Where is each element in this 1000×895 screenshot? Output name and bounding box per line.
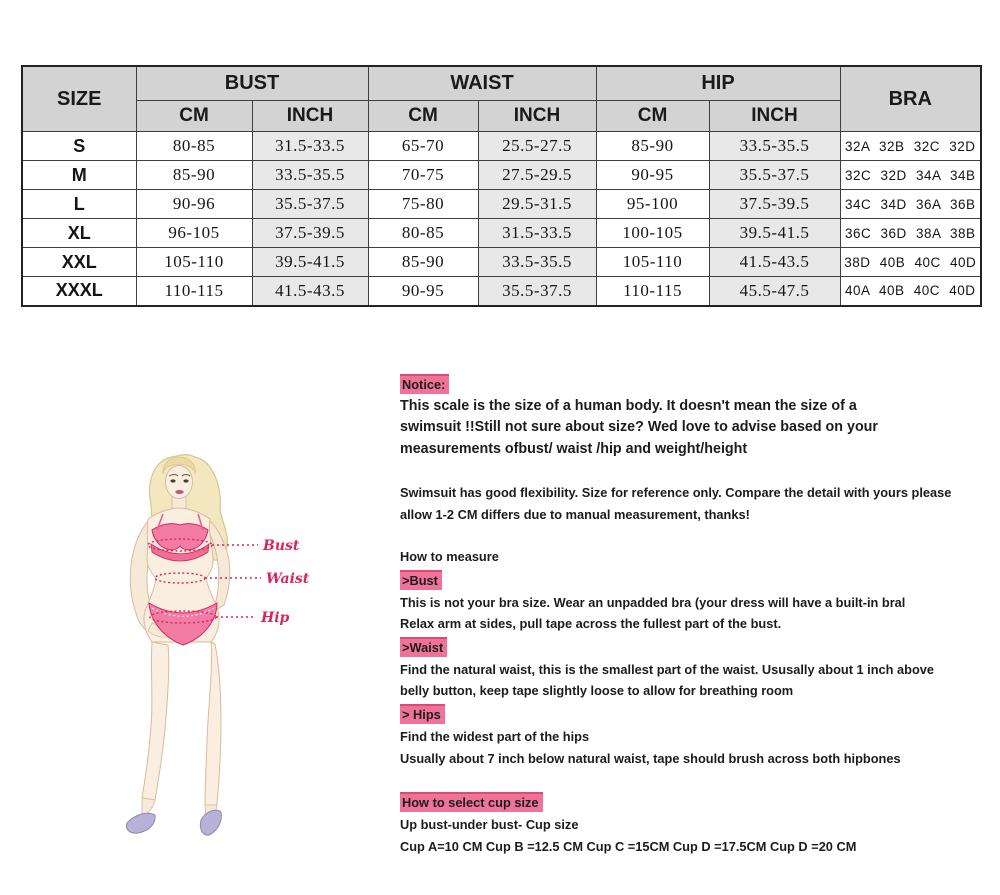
- bra-cell: 36C 36D 38A 38B: [840, 219, 981, 248]
- header-waist: WAIST: [368, 66, 596, 101]
- table-row: [22, 132, 981, 161]
- bra-cell: 38D 40B 40C 40D: [840, 248, 981, 277]
- waist-section-heading: >Waist: [400, 637, 447, 657]
- bust-cm-cell: 80-85: [136, 132, 252, 161]
- header-bust-cm: CM: [136, 101, 252, 132]
- waist-inch-cell: 35.5-37.5: [478, 277, 596, 306]
- header-bra: BRA: [840, 66, 981, 132]
- table-row: [22, 161, 981, 190]
- size-cell: S: [22, 132, 136, 161]
- waist-label: Waist: [266, 571, 310, 587]
- hip-inch-cell: 39.5-41.5: [709, 219, 840, 248]
- waist-inch-cell: 33.5-35.5: [478, 248, 596, 277]
- hip-cm-cell: 95-100: [596, 190, 709, 219]
- header-bust-inch: INCH: [252, 101, 368, 132]
- hip-inch-cell: 41.5-43.5: [709, 248, 840, 277]
- bra-cell: 32A 32B 32C 32D: [840, 132, 981, 161]
- header-waist-inch: INCH: [478, 101, 596, 132]
- waist-inch-cell: 29.5-31.5: [478, 190, 596, 219]
- header-size: SIZE: [22, 66, 136, 132]
- left-eye: [170, 479, 175, 482]
- hip-inch-cell: 45.5-47.5: [709, 277, 840, 306]
- header-row-units: [22, 101, 981, 132]
- bust-cm-cell: 85-90: [136, 161, 252, 190]
- waist-cm-cell: 90-95: [368, 277, 478, 306]
- size-cell: M: [22, 161, 136, 190]
- spacer: [400, 769, 992, 790]
- hip-label: Hip: [261, 610, 290, 626]
- right-leg-shape: [205, 642, 221, 805]
- lips: [175, 490, 183, 494]
- hip-inch-cell: 33.5-35.5: [709, 132, 840, 161]
- bust-label: Bust: [263, 538, 300, 554]
- hip-cm-cell: 110-115: [596, 277, 709, 306]
- waist-cm-cell: 75-80: [368, 190, 478, 219]
- header-row-groups: [22, 66, 981, 101]
- hip-cm-cell: 85-90: [596, 132, 709, 161]
- spacer: [400, 525, 992, 546]
- hip-inch-cell: 37.5-39.5: [709, 190, 840, 219]
- bust-inch-cell: 31.5-33.5: [252, 132, 368, 161]
- size-cell: XXXL: [22, 277, 136, 306]
- waist-cm-cell: 65-70: [368, 132, 478, 161]
- bust-cm-cell: 96-105: [136, 219, 252, 248]
- hips-section-heading: > Hips: [400, 704, 445, 724]
- hips-instruction-line: Find the widest part of the hips: [400, 728, 590, 744]
- hips-instruction-line: Usually about 7 inch below natural waist, tape should brush across both hipbones: [400, 750, 901, 766]
- header-bust: BUST: [136, 66, 368, 101]
- bust-cm-cell: 105-110: [136, 248, 252, 277]
- notes-column: [400, 372, 992, 857]
- measurement-figure: [100, 445, 340, 860]
- bust-section-heading: >Bust: [400, 570, 442, 590]
- flexibility-line: allow 1-2 CM differs due to manual measurement, thanks!: [400, 506, 750, 522]
- flexibility-line: Swimsuit has good flexibility. Size for reference only. Compare the detail with yours please: [400, 484, 952, 500]
- bust-inch-cell: 41.5-43.5: [252, 277, 368, 306]
- table-row: [22, 190, 981, 219]
- size-cell: XXL: [22, 248, 136, 277]
- hip-cm-cell: 100-105: [596, 219, 709, 248]
- left-leg-shape: [142, 642, 169, 800]
- header-hip: HIP: [596, 66, 840, 101]
- header-hip-cm: CM: [596, 101, 709, 132]
- spacer: [400, 461, 992, 482]
- bust-cm-cell: 110-115: [136, 277, 252, 306]
- waist-cm-cell: 70-75: [368, 161, 478, 190]
- bust-inch-cell: 39.5-41.5: [252, 248, 368, 277]
- size-cell: L: [22, 190, 136, 219]
- table-row: [22, 277, 981, 306]
- notice-line: swimsuit !!Still not sure about size? Wed love to advise based on your: [400, 419, 878, 436]
- bra-cell: 32C 32D 34A 34B: [840, 161, 981, 190]
- right-heel-shoe: [200, 810, 221, 835]
- waist-inch-cell: 25.5-27.5: [478, 132, 596, 161]
- table-row: [22, 219, 981, 248]
- hip-cm-cell: 105-110: [596, 248, 709, 277]
- bra-cell: 40A 40B 40C 40D: [840, 277, 981, 306]
- table-row: [22, 248, 981, 277]
- bust-instruction-line: Relax arm at sides, pull tape across the fullest part of the bust.: [400, 616, 782, 632]
- notice-line: This scale is the size of a human body. It doesn't mean the size of a: [400, 397, 857, 414]
- waist-inch-cell: 31.5-33.5: [478, 219, 596, 248]
- cup-size-line: Up bust-under bust- Cup size: [400, 816, 579, 832]
- size-chart-table: [21, 65, 982, 307]
- left-heel-shoe: [126, 813, 155, 833]
- bust-inch-cell: 35.5-37.5: [252, 190, 368, 219]
- bust-inch-cell: 37.5-39.5: [252, 219, 368, 248]
- bra-top: [152, 524, 208, 550]
- hip-cm-cell: 90-95: [596, 161, 709, 190]
- bust-cm-cell: 90-96: [136, 190, 252, 219]
- notice-heading: Notice:: [400, 374, 449, 394]
- header-hip-inch: INCH: [709, 101, 840, 132]
- waist-inch-cell: 27.5-29.5: [478, 161, 596, 190]
- waist-cm-cell: 85-90: [368, 248, 478, 277]
- bra-cell: 34C 34D 36A 36B: [840, 190, 981, 219]
- waist-instruction-line: Find the natural waist, this is the smallest part of the waist. Ususally about 1 inch above: [400, 661, 935, 677]
- bust-inch-cell: 33.5-35.5: [252, 161, 368, 190]
- header-waist-cm: CM: [368, 101, 478, 132]
- size-cell: XL: [22, 219, 136, 248]
- woman-sketch-illustration: [100, 445, 340, 860]
- cup-size-heading: How to select cup size: [400, 792, 543, 812]
- hip-inch-cell: 35.5-37.5: [709, 161, 840, 190]
- measure-heading: How to measure: [400, 549, 499, 565]
- bust-instruction-line: This is not your bra size. Wear an unpadded bra (your dress will have a built-in bral: [400, 594, 906, 610]
- right-eye: [183, 479, 188, 482]
- waist-cm-cell: 80-85: [368, 219, 478, 248]
- cup-size-line: Cup A=10 CM Cup B =12.5 CM Cup C =15CM Cup D =17.5CM Cup D =20 CM: [400, 838, 857, 854]
- waist-instruction-line: belly button, keep tape slightly loose to allow for breathing room: [400, 683, 794, 699]
- notice-line: measurements ofbust/ waist /hip and weight/height: [400, 441, 748, 458]
